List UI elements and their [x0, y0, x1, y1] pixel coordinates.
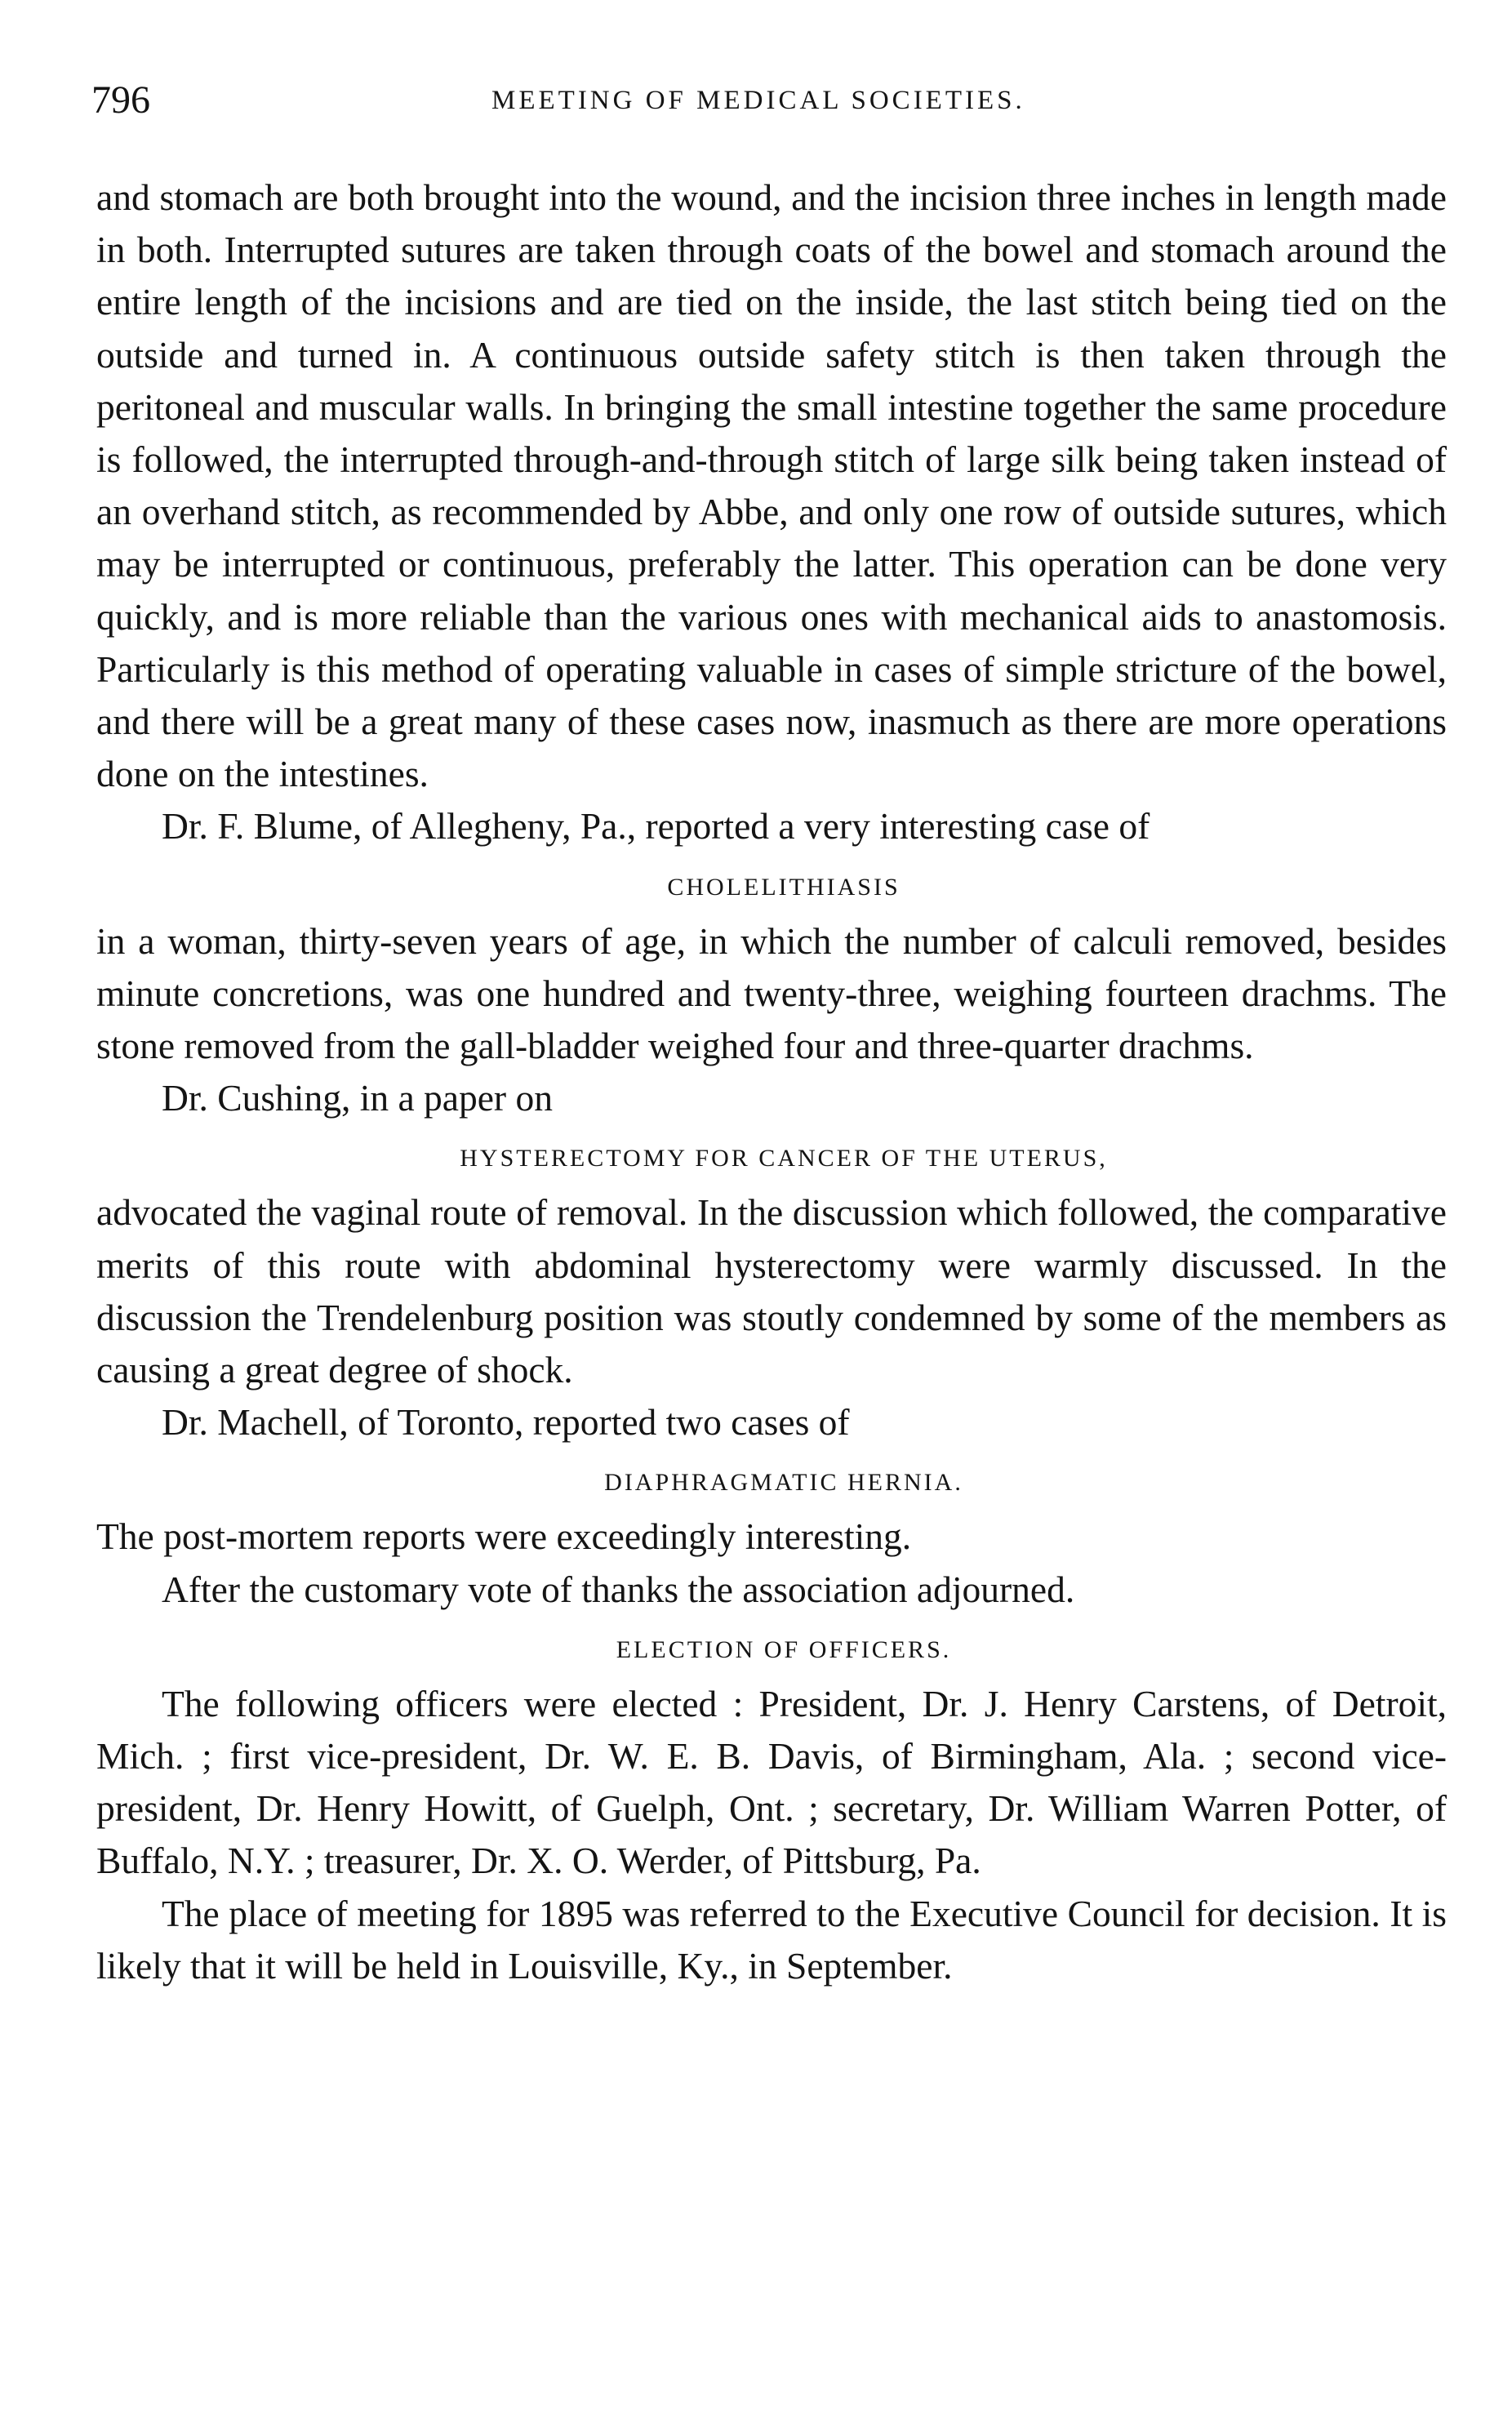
paragraph-cushing-paper: Dr. Cushing, in a paper on [162, 1077, 553, 1119]
paragraph-officers-elected: The following officers were elected : President, Dr. J. Henry Carstens, of Detroit, Mich. ; first vice-president, Dr. W. E. B. Davis, of Birmingham, Ala. ; second vice-president, Dr. Henry Howitt, of Guelph, Ont. ; secretary, Dr. William Warren Potter, of Buffalo, N.Y. ; treasurer, Dr. X. O. Werder, of Pittsburg, Pa. [96, 1682, 1447, 1882]
paragraph-hysterectomy-discussion: advocated the vaginal route of removal. In the discussion which followed, the comparative merits of this route with abdominal hysterectomy were warmly discussed. In the discussion the Trendelenburg position was stoutly condemned by some of the members as causing a great degree of shock. [96, 1191, 1447, 1391]
running-head: MEETING OF MEDICAL SOCIETIES. [491, 86, 1025, 115]
paragraph-cholelithiasis-case: in a woman, thirty-seven years of age, in which the number of calculi removed, besides minute concretions, was one hundred and twenty-three, weighing fourteen drachms. The stone removed from the gall-bladder weighed four and three-quarter drachms. [96, 919, 1447, 1067]
paragraph-anastomosis-method: and stomach are both brought into the wound, and the incision three inches in length made in both. Interrupted sutures are taken through coats of the bowel and stomach around the entire length of the incisions and are tied on the inside, the last stitch being tied on the outside and turned in. A continuous outside safety stitch is then taken through the peritoneal and muscular walls. In bringing the small intestine together the same procedure is followed, the interrupted through-and-through stitch of large silk being taken instead of an overhand stitch, as recommended by Abbe, and only one row of outside sutures, which may be interrupted or continuous, preferably the latter. This operation can be done very quickly, and is more reliable than the various ones with mechanical aids to anastomosis. Particularly is this method of operating valuable in cases of simple stricture of the bowel, and there will be a great many of these cases now, inasmuch as there are more operations done on the intestines. [96, 176, 1447, 795]
section-heading-hysterectomy: HYSTERECTOMY FOR CANCER OF THE UTERUS, [460, 1145, 1108, 1172]
page-number: 796 [91, 78, 150, 122]
section-heading-election-of-officers: ELECTION OF OFFICERS. [616, 1635, 952, 1663]
section-heading-diaphragmatic-hernia: DIAPHRAGMATIC HERNIA. [604, 1469, 963, 1497]
paragraph-blume-report: Dr. F. Blume, of Allegheny, Pa., reported a very interesting case of [162, 805, 1150, 848]
section-heading-cholelithiasis: CHOLELITHIASIS [667, 873, 901, 901]
paragraph-adjournment: After the customary vote of thanks the association adjourned. [162, 1568, 1075, 1610]
paragraph-next-meeting: The place of meeting for 1895 was referred to the Executive Council for decision. It is likely that it will be held in Louisville, Ky., in September. [96, 1892, 1447, 1987]
body-text [96, 171, 1447, 1992]
page-header [91, 72, 1447, 129]
paragraph-machell-report: Dr. Machell, of Toronto, reported two cases of [162, 1401, 850, 1444]
paragraph-post-mortem: The post-mortem reports were exceedingly interesting. [96, 1515, 912, 1558]
